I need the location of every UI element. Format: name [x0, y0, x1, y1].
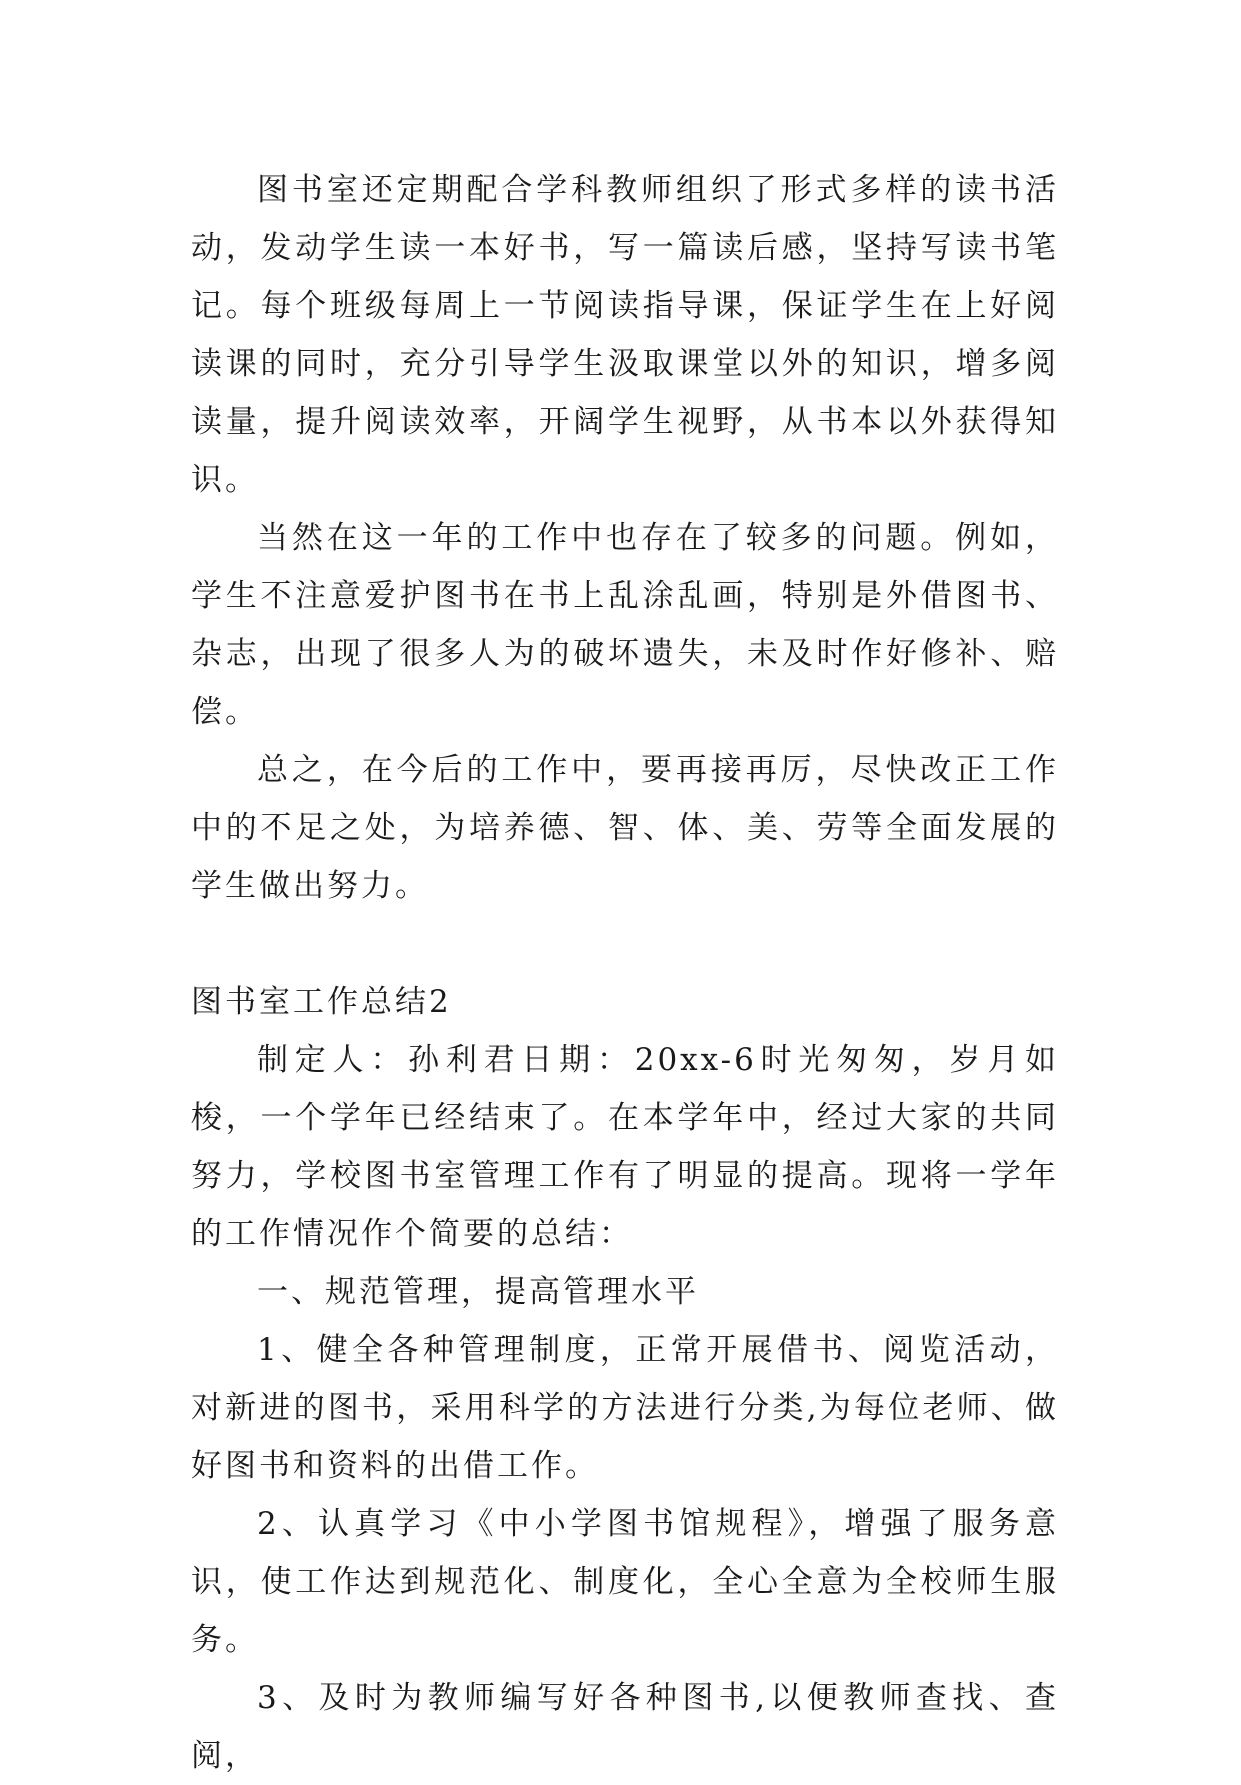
- list-item-3: 3、及时为教师编写好各种图书,以便教师查找、查阅，: [191, 1680, 1059, 1774]
- paragraph-author-date-intro: 制定人：孙利君日期：20xx-6时光匆匆，岁月如梭，一个学年已经结束了。在本学年中，经过大家的共同努力，学校图书室管理工作有了明显的提高。现将一学年的工作情况作个简要的总结：: [191, 1042, 1059, 1252]
- document-body: [191, 161, 1059, 1785]
- paragraph-problems: 当然在这一年的工作中也存在了较多的问题。例如，学生不注意爱护图书在书上乱涂乱画，特别是外借图书、杂志，出现了很多人为的破坏遗失，未及时作好修补、赔偿。: [191, 520, 1059, 730]
- paragraph-reading-activities: 图书室还定期配合学科教师组织了形式多样的读书活动，发动学生读一本好书，写一篇读后感，坚持写读书笔记。每个班级每周上一节阅读指导课，保证学生在上好阅读课的同时，充分引导学生汲取课堂以外的知识，增多阅读量，提升阅读效率，开阔学生视野，从书本以外获得知识。: [191, 172, 1059, 498]
- subheading-standardize-management: 一、规范管理，提高管理水平: [257, 1274, 699, 1310]
- section-title: 图书室工作总结2: [191, 984, 452, 1020]
- paragraph-conclusion: 总之，在今后的工作中，要再接再厉，尽快改正工作中的不足之处，为培养德、智、体、美、劳等全面发展的学生做出努力。: [191, 752, 1059, 904]
- list-item-2: 2、认真学习《中小学图书馆规程》，增强了服务意识，使工作达到规范化、制度化，全心全意为全校师生服务。: [191, 1506, 1059, 1658]
- list-item-1: 1、健全各种管理制度，正常开展借书、阅览活动，对新进的图书，采用科学的方法进行分类,为每位老师、做好图书和资料的出借工作。: [191, 1332, 1059, 1484]
